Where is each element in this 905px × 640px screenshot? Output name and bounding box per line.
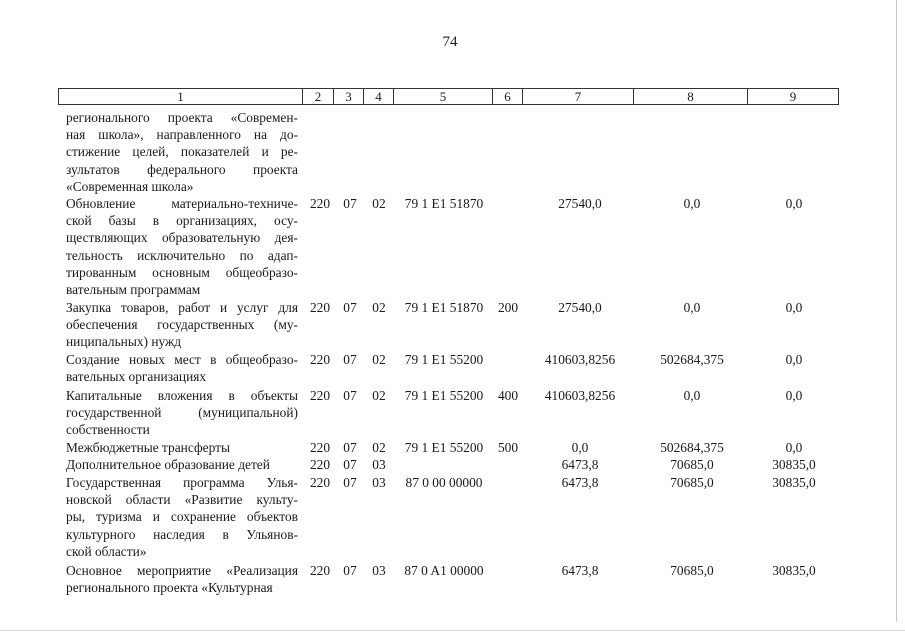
description-line: ской базы в организациях, осу-: [66, 213, 298, 229]
page-frame-right: [896, 0, 897, 622]
row-cell-c8: 0,0: [683, 196, 701, 211]
description-line: Закупка товаров, работ и услуг для: [66, 300, 298, 315]
row-cell-c7: 0,0: [571, 440, 589, 455]
row-cell-c4: 02: [372, 388, 386, 403]
row-cell-c2: 220: [309, 440, 331, 455]
row-cell-c4: 03: [372, 457, 386, 472]
description-line: государственной (муниципальной): [66, 405, 298, 421]
description-line: тированным основным общеобразо-: [66, 264, 298, 280]
row-description: [66, 351, 298, 385]
description-line: стижение целей, показателей и ре-: [66, 144, 298, 160]
row-description: [66, 387, 298, 439]
description-line: Государственная программа Улья-: [66, 475, 298, 490]
row-cell-c7: 27540,0: [558, 300, 602, 315]
header-cell-9: 9: [748, 88, 839, 105]
row-cell-c4: 02: [372, 352, 386, 367]
page-number: 74: [442, 34, 458, 50]
row-cell-c7: 410603,8256: [544, 352, 616, 367]
row-cell-c5: 79 1 E1 51870: [404, 300, 484, 315]
row-cell-c3: 07: [343, 563, 357, 578]
row-cell-c2: 220: [309, 475, 331, 490]
row-cell-c3: 07: [343, 457, 357, 472]
row-cell-c2: 220: [309, 457, 331, 472]
row-cell-c2: 220: [309, 300, 331, 315]
row-cell-c3: 07: [343, 475, 357, 490]
header-cell-5: 5: [394, 88, 493, 105]
row-cell-c5: 87 0 00 00000: [405, 475, 483, 490]
row-description: [66, 109, 298, 195]
row-cell-c9: 30835,0: [772, 457, 816, 472]
row-cell-c8: 0,0: [683, 388, 701, 403]
header-cell-2: 2: [303, 88, 334, 105]
description-line: регионального проекта «Культурная: [66, 580, 273, 596]
description-line: Создание новых мест в общеобразо-: [66, 352, 298, 367]
row-cell-c5: 79 1 E1 51870: [404, 196, 484, 211]
row-cell-c5: 79 1 E1 55200: [404, 440, 484, 455]
header-cell-8: 8: [634, 88, 748, 105]
description-line: ской области»: [66, 543, 147, 559]
description-line: вательных организациях: [66, 369, 207, 385]
row-description: [66, 439, 298, 456]
description-line: ры, туризма и сохранение объектов: [66, 509, 298, 525]
row-description: [66, 195, 298, 298]
page-frame-bottom: [0, 630, 905, 631]
row-cell-c3: 07: [343, 388, 357, 403]
description-line: Капитальные вложения в объекты: [66, 388, 298, 403]
row-cell-c2: 220: [309, 388, 331, 403]
row-cell-c2: 220: [309, 196, 331, 211]
row-cell-c4: 02: [372, 300, 386, 315]
row-cell-c2: 220: [309, 352, 331, 367]
row-cell-c3: 07: [343, 440, 357, 455]
row-cell-c4: 03: [372, 475, 386, 490]
row-cell-c7: 6473,8: [561, 563, 599, 578]
row-cell-c6: 200: [497, 300, 519, 315]
row-cell-c4: 02: [372, 440, 386, 455]
header-cell-6: 6: [493, 88, 523, 105]
description-line: вательным программам: [66, 282, 201, 298]
row-cell-c9: 0,0: [785, 388, 803, 403]
row-cell-c8: 502684,375: [660, 440, 724, 455]
description-line: Межбюджетные трансферты: [66, 440, 230, 455]
row-description: [66, 299, 298, 351]
row-cell-c9: 0,0: [785, 300, 803, 315]
description-line: Дополнительное образование детей: [66, 457, 270, 472]
row-cell-c6: 400: [497, 388, 519, 403]
row-cell-c4: 02: [372, 196, 386, 211]
row-cell-c6: 500: [497, 440, 519, 455]
description-line: обеспечения государственных (му-: [66, 317, 298, 333]
row-cell-c5: 79 1 E1 55200: [404, 352, 484, 367]
description-line: ная школа», направленного на до-: [66, 127, 298, 143]
row-cell-c7: 27540,0: [558, 196, 602, 211]
description-line: Основное мероприятие «Реализация: [66, 563, 298, 578]
row-cell-c3: 07: [343, 196, 357, 211]
description-line: тельность исключительно по адап-: [66, 247, 298, 263]
header-cell-3: 3: [334, 88, 364, 105]
row-cell-c9: 0,0: [785, 196, 803, 211]
description-line: регионального проекта «Современ-: [66, 110, 298, 125]
description-line: ществляющих образовательную дея-: [66, 230, 298, 246]
row-cell-c9: 30835,0: [772, 563, 816, 578]
row-cell-c8: 70685,0: [670, 475, 714, 490]
header-cell-1: 1: [58, 88, 303, 105]
description-line: культурного наследия в Ульянов-: [66, 526, 298, 542]
row-cell-c5: 87 0 A1 00000: [404, 563, 484, 578]
description-line: Обновление материально-техниче-: [66, 196, 298, 211]
row-cell-c8: 0,0: [683, 300, 701, 315]
description-line: новской области «Развитие культу-: [66, 492, 298, 508]
row-cell-c7: 410603,8256: [544, 388, 616, 403]
row-cell-c5: 79 1 E1 55200: [404, 388, 484, 403]
row-description: [66, 474, 298, 560]
description-line: зультатов федерального проекта: [66, 161, 298, 177]
header-cell-4: 4: [364, 88, 394, 105]
row-cell-c4: 03: [372, 563, 386, 578]
header-cell-7: 7: [523, 88, 634, 105]
row-cell-c7: 6473,8: [561, 457, 599, 472]
description-line: ниципальных) нужд: [66, 334, 182, 350]
row-cell-c8: 70685,0: [670, 563, 714, 578]
row-cell-c3: 07: [343, 300, 357, 315]
row-cell-c9: 0,0: [785, 440, 803, 455]
description-line: «Современная школа»: [66, 178, 194, 194]
row-description: [66, 456, 298, 473]
row-description: [66, 562, 298, 596]
row-cell-c9: 0,0: [785, 352, 803, 367]
row-cell-c7: 6473,8: [561, 475, 599, 490]
description-line: собственности: [66, 422, 150, 438]
row-cell-c2: 220: [309, 563, 331, 578]
row-cell-c3: 07: [343, 352, 357, 367]
row-cell-c8: 70685,0: [670, 457, 714, 472]
row-cell-c9: 30835,0: [772, 475, 816, 490]
row-cell-c8: 502684,375: [660, 352, 724, 367]
